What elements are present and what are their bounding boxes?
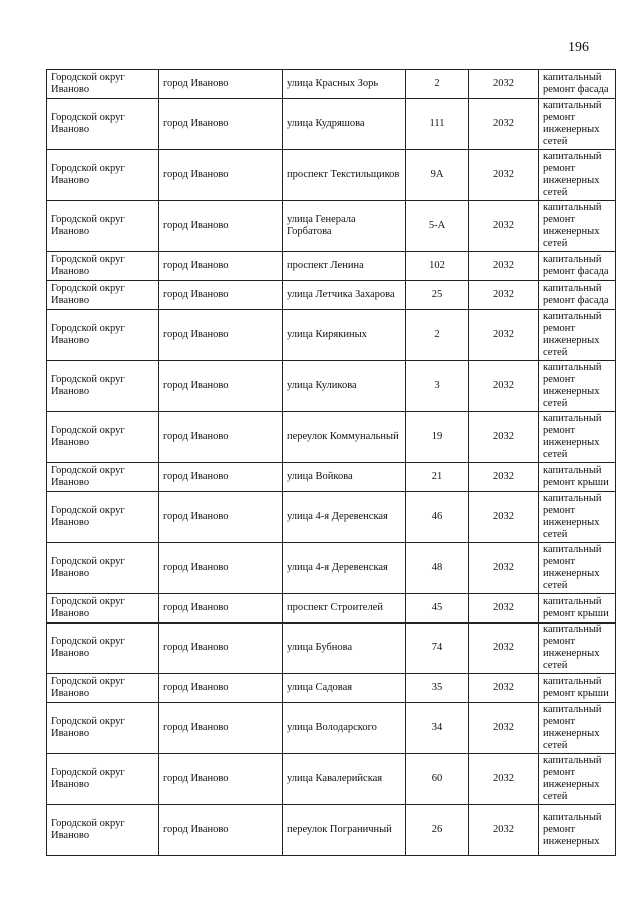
table-row: [47, 543, 616, 594]
year-cell: 2032: [469, 594, 539, 623]
district-cell: Городской округ Иваново: [47, 412, 159, 463]
house-cell: 60: [406, 754, 469, 805]
city-cell: город Иваново: [159, 201, 283, 252]
city-cell: город Иваново: [159, 703, 283, 754]
street-cell: улица 4-я Деревенская: [283, 492, 406, 543]
street-cell: улица Володарского: [283, 703, 406, 754]
work-type-cell: капитальный ремонт инженерных сетей: [539, 492, 616, 543]
street-cell: проспект Строителей: [283, 594, 406, 623]
table-row: [47, 150, 616, 201]
table-row: [47, 703, 616, 754]
house-cell: 45: [406, 594, 469, 623]
district-cell: Городской округ Иваново: [47, 543, 159, 594]
city-cell: город Иваново: [159, 150, 283, 201]
table-row: [47, 310, 616, 361]
year-cell: 2032: [469, 310, 539, 361]
district-cell: Городской округ Иваново: [47, 492, 159, 543]
district-cell: Городской округ Иваново: [47, 361, 159, 412]
house-cell: 25: [406, 281, 469, 310]
work-type-cell: капитальный ремонт крыши: [539, 674, 616, 703]
year-cell: 2032: [469, 99, 539, 150]
district-cell: Городской округ Иваново: [47, 252, 159, 281]
house-cell: 2: [406, 310, 469, 361]
work-type-cell: капитальный ремонт фасада: [539, 252, 616, 281]
district-cell: Городской округ Иваново: [47, 70, 159, 99]
table-row: [47, 623, 616, 674]
city-cell: город Иваново: [159, 805, 283, 856]
year-cell: 2032: [469, 492, 539, 543]
year-cell: 2032: [469, 281, 539, 310]
house-cell: 21: [406, 463, 469, 492]
year-cell: 2032: [469, 463, 539, 492]
year-cell: 2032: [469, 361, 539, 412]
street-cell: переулок Коммунальный: [283, 412, 406, 463]
house-cell: 9А: [406, 150, 469, 201]
work-type-cell: капитальный ремонт фасада: [539, 281, 616, 310]
street-cell: улица Бубнова: [283, 623, 406, 674]
district-cell: Городской округ Иваново: [47, 805, 159, 856]
city-cell: город Иваново: [159, 543, 283, 594]
street-cell: проспект Ленина: [283, 252, 406, 281]
work-type-cell: капитальный ремонт крыши: [539, 463, 616, 492]
district-cell: Городской округ Иваново: [47, 594, 159, 623]
district-cell: Городской округ Иваново: [47, 150, 159, 201]
street-cell: переулок Пограничный: [283, 805, 406, 856]
work-type-cell: капитальный ремонт инженерных сетей: [539, 543, 616, 594]
work-type-cell: капитальный ремонт фасада: [539, 70, 616, 99]
table-row: [47, 361, 616, 412]
work-type-cell: капитальный ремонт крыши: [539, 594, 616, 623]
table-row: [47, 252, 616, 281]
street-cell: улица Кудряшова: [283, 99, 406, 150]
house-cell: 19: [406, 412, 469, 463]
city-cell: город Иваново: [159, 252, 283, 281]
year-cell: 2032: [469, 674, 539, 703]
work-type-cell: капитальный ремонт инженерных сетей: [539, 201, 616, 252]
street-cell: улица Кавалерийская: [283, 754, 406, 805]
house-cell: 3: [406, 361, 469, 412]
street-cell: улица Генерала Горбатова: [283, 201, 406, 252]
city-cell: город Иваново: [159, 594, 283, 623]
table-row: [47, 412, 616, 463]
city-cell: город Иваново: [159, 281, 283, 310]
year-cell: 2032: [469, 805, 539, 856]
table-row: [47, 463, 616, 492]
street-cell: улица Войкова: [283, 463, 406, 492]
city-cell: город Иваново: [159, 412, 283, 463]
district-cell: Городской округ Иваново: [47, 463, 159, 492]
year-cell: 2032: [469, 703, 539, 754]
table-row: [47, 805, 616, 856]
city-cell: город Иваново: [159, 463, 283, 492]
table-row: [47, 281, 616, 310]
year-cell: 2032: [469, 623, 539, 674]
house-cell: 46: [406, 492, 469, 543]
house-cell: 102: [406, 252, 469, 281]
year-cell: 2032: [469, 201, 539, 252]
street-cell: улица Кирякиных: [283, 310, 406, 361]
year-cell: 2032: [469, 754, 539, 805]
district-cell: Городской округ Иваново: [47, 201, 159, 252]
year-cell: 2032: [469, 543, 539, 594]
work-type-cell: капитальный ремонт инженерных сетей: [539, 703, 616, 754]
page-number: 196: [568, 40, 589, 55]
work-type-cell: капитальный ремонт инженерных сетей: [539, 310, 616, 361]
city-cell: город Иваново: [159, 674, 283, 703]
street-cell: улица Куликова: [283, 361, 406, 412]
city-cell: город Иваново: [159, 70, 283, 99]
table-row: [47, 492, 616, 543]
table-row: [47, 594, 616, 623]
city-cell: город Иваново: [159, 310, 283, 361]
work-type-cell: капитальный ремонт инженерных сетей: [539, 412, 616, 463]
district-cell: Городской округ Иваново: [47, 754, 159, 805]
city-cell: город Иваново: [159, 754, 283, 805]
work-type-cell: капитальный ремонт инженерных сетей: [539, 99, 616, 150]
work-type-cell: капитальный ремонт инженерных сетей: [539, 623, 616, 674]
city-cell: город Иваново: [159, 623, 283, 674]
city-cell: город Иваново: [159, 361, 283, 412]
house-cell: 26: [406, 805, 469, 856]
district-cell: Городской округ Иваново: [47, 281, 159, 310]
work-type-cell: капитальный ремонт инженерных сетей: [539, 361, 616, 412]
work-type-cell: капитальный ремонт инженерных сетей: [539, 150, 616, 201]
district-cell: Городской округ Иваново: [47, 674, 159, 703]
table-row: [47, 201, 616, 252]
year-cell: 2032: [469, 412, 539, 463]
district-cell: Городской округ Иваново: [47, 310, 159, 361]
house-cell: 74: [406, 623, 469, 674]
district-cell: Городской округ Иваново: [47, 99, 159, 150]
district-cell: Городской округ Иваново: [47, 623, 159, 674]
year-cell: 2032: [469, 70, 539, 99]
table-row: [47, 70, 616, 99]
repair-schedule-table: [46, 69, 616, 856]
year-cell: 2032: [469, 150, 539, 201]
table-row: [47, 674, 616, 703]
city-cell: город Иваново: [159, 492, 283, 543]
work-type-cell: капитальный ремонт инженерных: [539, 805, 616, 856]
work-type-cell: капитальный ремонт инженерных сетей: [539, 754, 616, 805]
year-cell: 2032: [469, 252, 539, 281]
city-cell: город Иваново: [159, 99, 283, 150]
street-cell: улица Летчика Захарова: [283, 281, 406, 310]
street-cell: улица Красных Зорь: [283, 70, 406, 99]
street-cell: проспект Текстильщиков: [283, 150, 406, 201]
house-cell: 2: [406, 70, 469, 99]
street-cell: улица Садовая: [283, 674, 406, 703]
district-cell: Городской округ Иваново: [47, 703, 159, 754]
table-row: [47, 99, 616, 150]
house-cell: 111: [406, 99, 469, 150]
house-cell: 35: [406, 674, 469, 703]
street-cell: улица 4-я Деревенская: [283, 543, 406, 594]
house-cell: 34: [406, 703, 469, 754]
house-cell: 48: [406, 543, 469, 594]
table-row: [47, 754, 616, 805]
house-cell: 5-А: [406, 201, 469, 252]
